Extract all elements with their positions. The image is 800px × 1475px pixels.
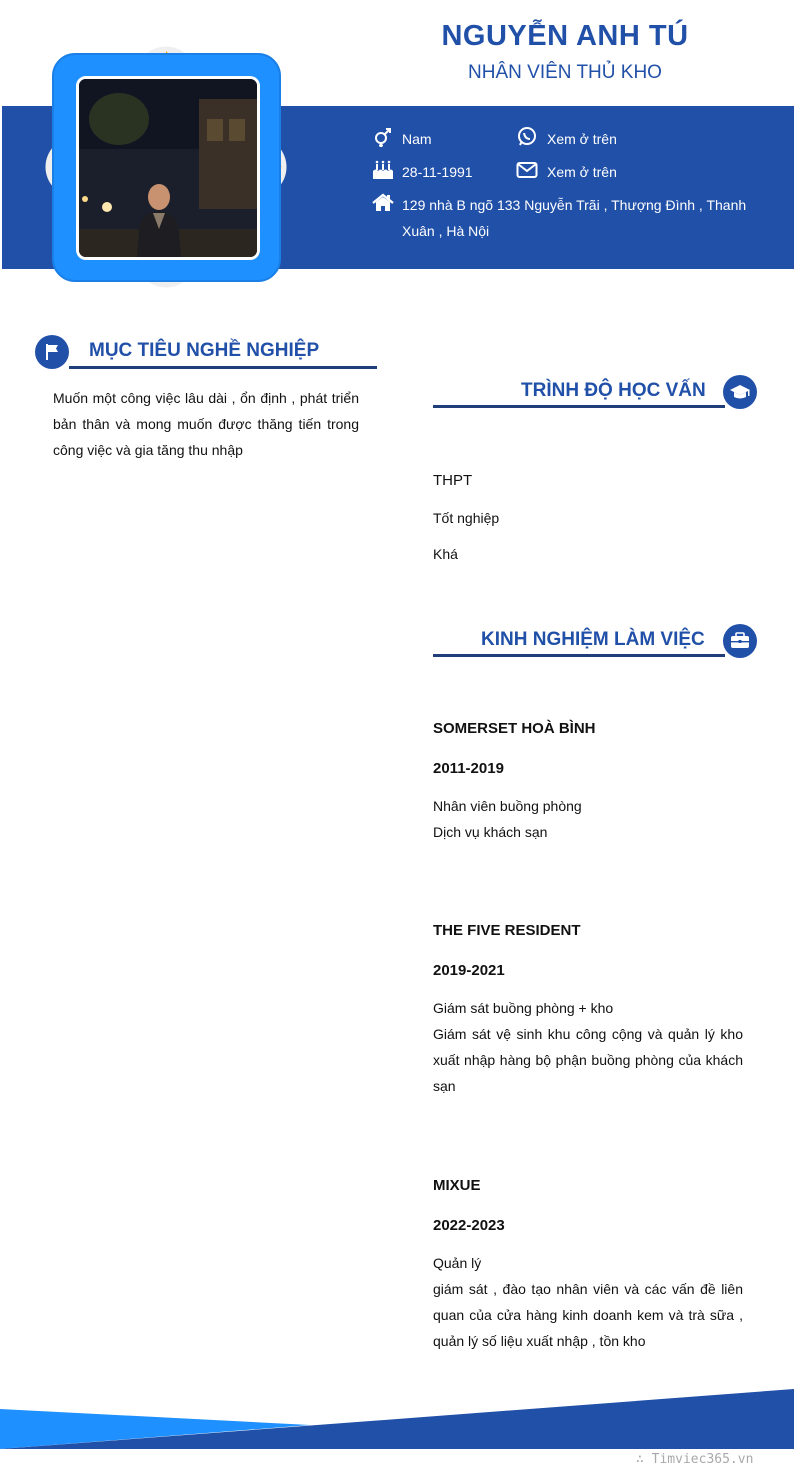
address-line-1: 129 nhà B ngõ 133 Nguyễn Trãi , Thượng Đình , Thanh bbox=[402, 197, 747, 213]
experience-underline bbox=[433, 654, 725, 657]
objective-underline bbox=[69, 366, 377, 369]
education-title: TRÌNH ĐỘ HỌC VẤN bbox=[521, 380, 706, 401]
objective-text: Muốn một công việc lâu dài , ổn định , phát triển bản thân và mong muốn được thăng tiến trong công việc và gia tăng thu nhập bbox=[53, 390, 359, 458]
birthday-value: 28-11-1991 bbox=[402, 164, 473, 180]
briefcase-icon bbox=[723, 624, 757, 658]
job-2-description: Giám sát vệ sinh khu công cộng và quản lý kho xuất nhập hàng bộ phận buồng phòng của khách sạn bbox=[433, 1026, 743, 1094]
email-icon bbox=[516, 159, 538, 181]
phone-value: Xem ở trên bbox=[547, 131, 617, 147]
experience-title: KINH NGHIỆM LÀM VIỆC bbox=[481, 629, 705, 650]
job-position: NHÂN VIÊN THỦ KHO bbox=[468, 62, 662, 83]
job-1-company: SOMERSET HOÀ BÌNH bbox=[433, 720, 596, 737]
gender-icon bbox=[372, 126, 394, 148]
home-icon bbox=[372, 192, 394, 214]
phone-icon bbox=[516, 126, 538, 148]
job-1-description: Dịch vụ khách sạn bbox=[433, 824, 548, 840]
watermark: ∴ Timviec365.vn bbox=[636, 1452, 754, 1467]
footer-decoration bbox=[0, 1389, 794, 1449]
email-value: Xem ở trên bbox=[547, 164, 617, 180]
job-2-company: THE FIVE RESIDENT bbox=[433, 922, 581, 939]
education-underline bbox=[433, 405, 725, 408]
job-3-period: 2022-2023 bbox=[433, 1217, 505, 1234]
job-3-role: Quản lý bbox=[433, 1255, 482, 1271]
job-2-period: 2019-2021 bbox=[433, 962, 505, 979]
objective-title: MỤC TIÊU NGHỀ NGHIỆP bbox=[89, 340, 320, 361]
gender-value: Nam bbox=[402, 131, 432, 147]
job-2-role: Giám sát buồng phòng + kho bbox=[433, 1000, 614, 1016]
candidate-name: NGUYỄN ANH TÚ bbox=[441, 20, 689, 52]
job-3-company: MIXUE bbox=[433, 1177, 481, 1194]
job-1-role: Nhân viên buồng phòng bbox=[433, 798, 582, 814]
avatar bbox=[76, 76, 260, 260]
job-3-description: giám sát , đào tạo nhân viên và các vấn đề liên quan của cửa hàng kinh doanh kem và trà sữa , quản lý số liệu xuất nhập , tồn kho bbox=[433, 1281, 743, 1349]
address-line-2: Xuân , Hà Nội bbox=[402, 223, 490, 239]
birthday-cake-icon bbox=[372, 159, 394, 181]
education-status: Tốt nghiệp bbox=[433, 510, 500, 526]
graduation-cap-icon bbox=[723, 375, 757, 409]
job-1-period: 2011-2019 bbox=[433, 760, 504, 777]
education-school: THPT bbox=[433, 472, 473, 489]
flag-icon bbox=[35, 335, 69, 369]
education-grade: Khá bbox=[433, 546, 458, 562]
